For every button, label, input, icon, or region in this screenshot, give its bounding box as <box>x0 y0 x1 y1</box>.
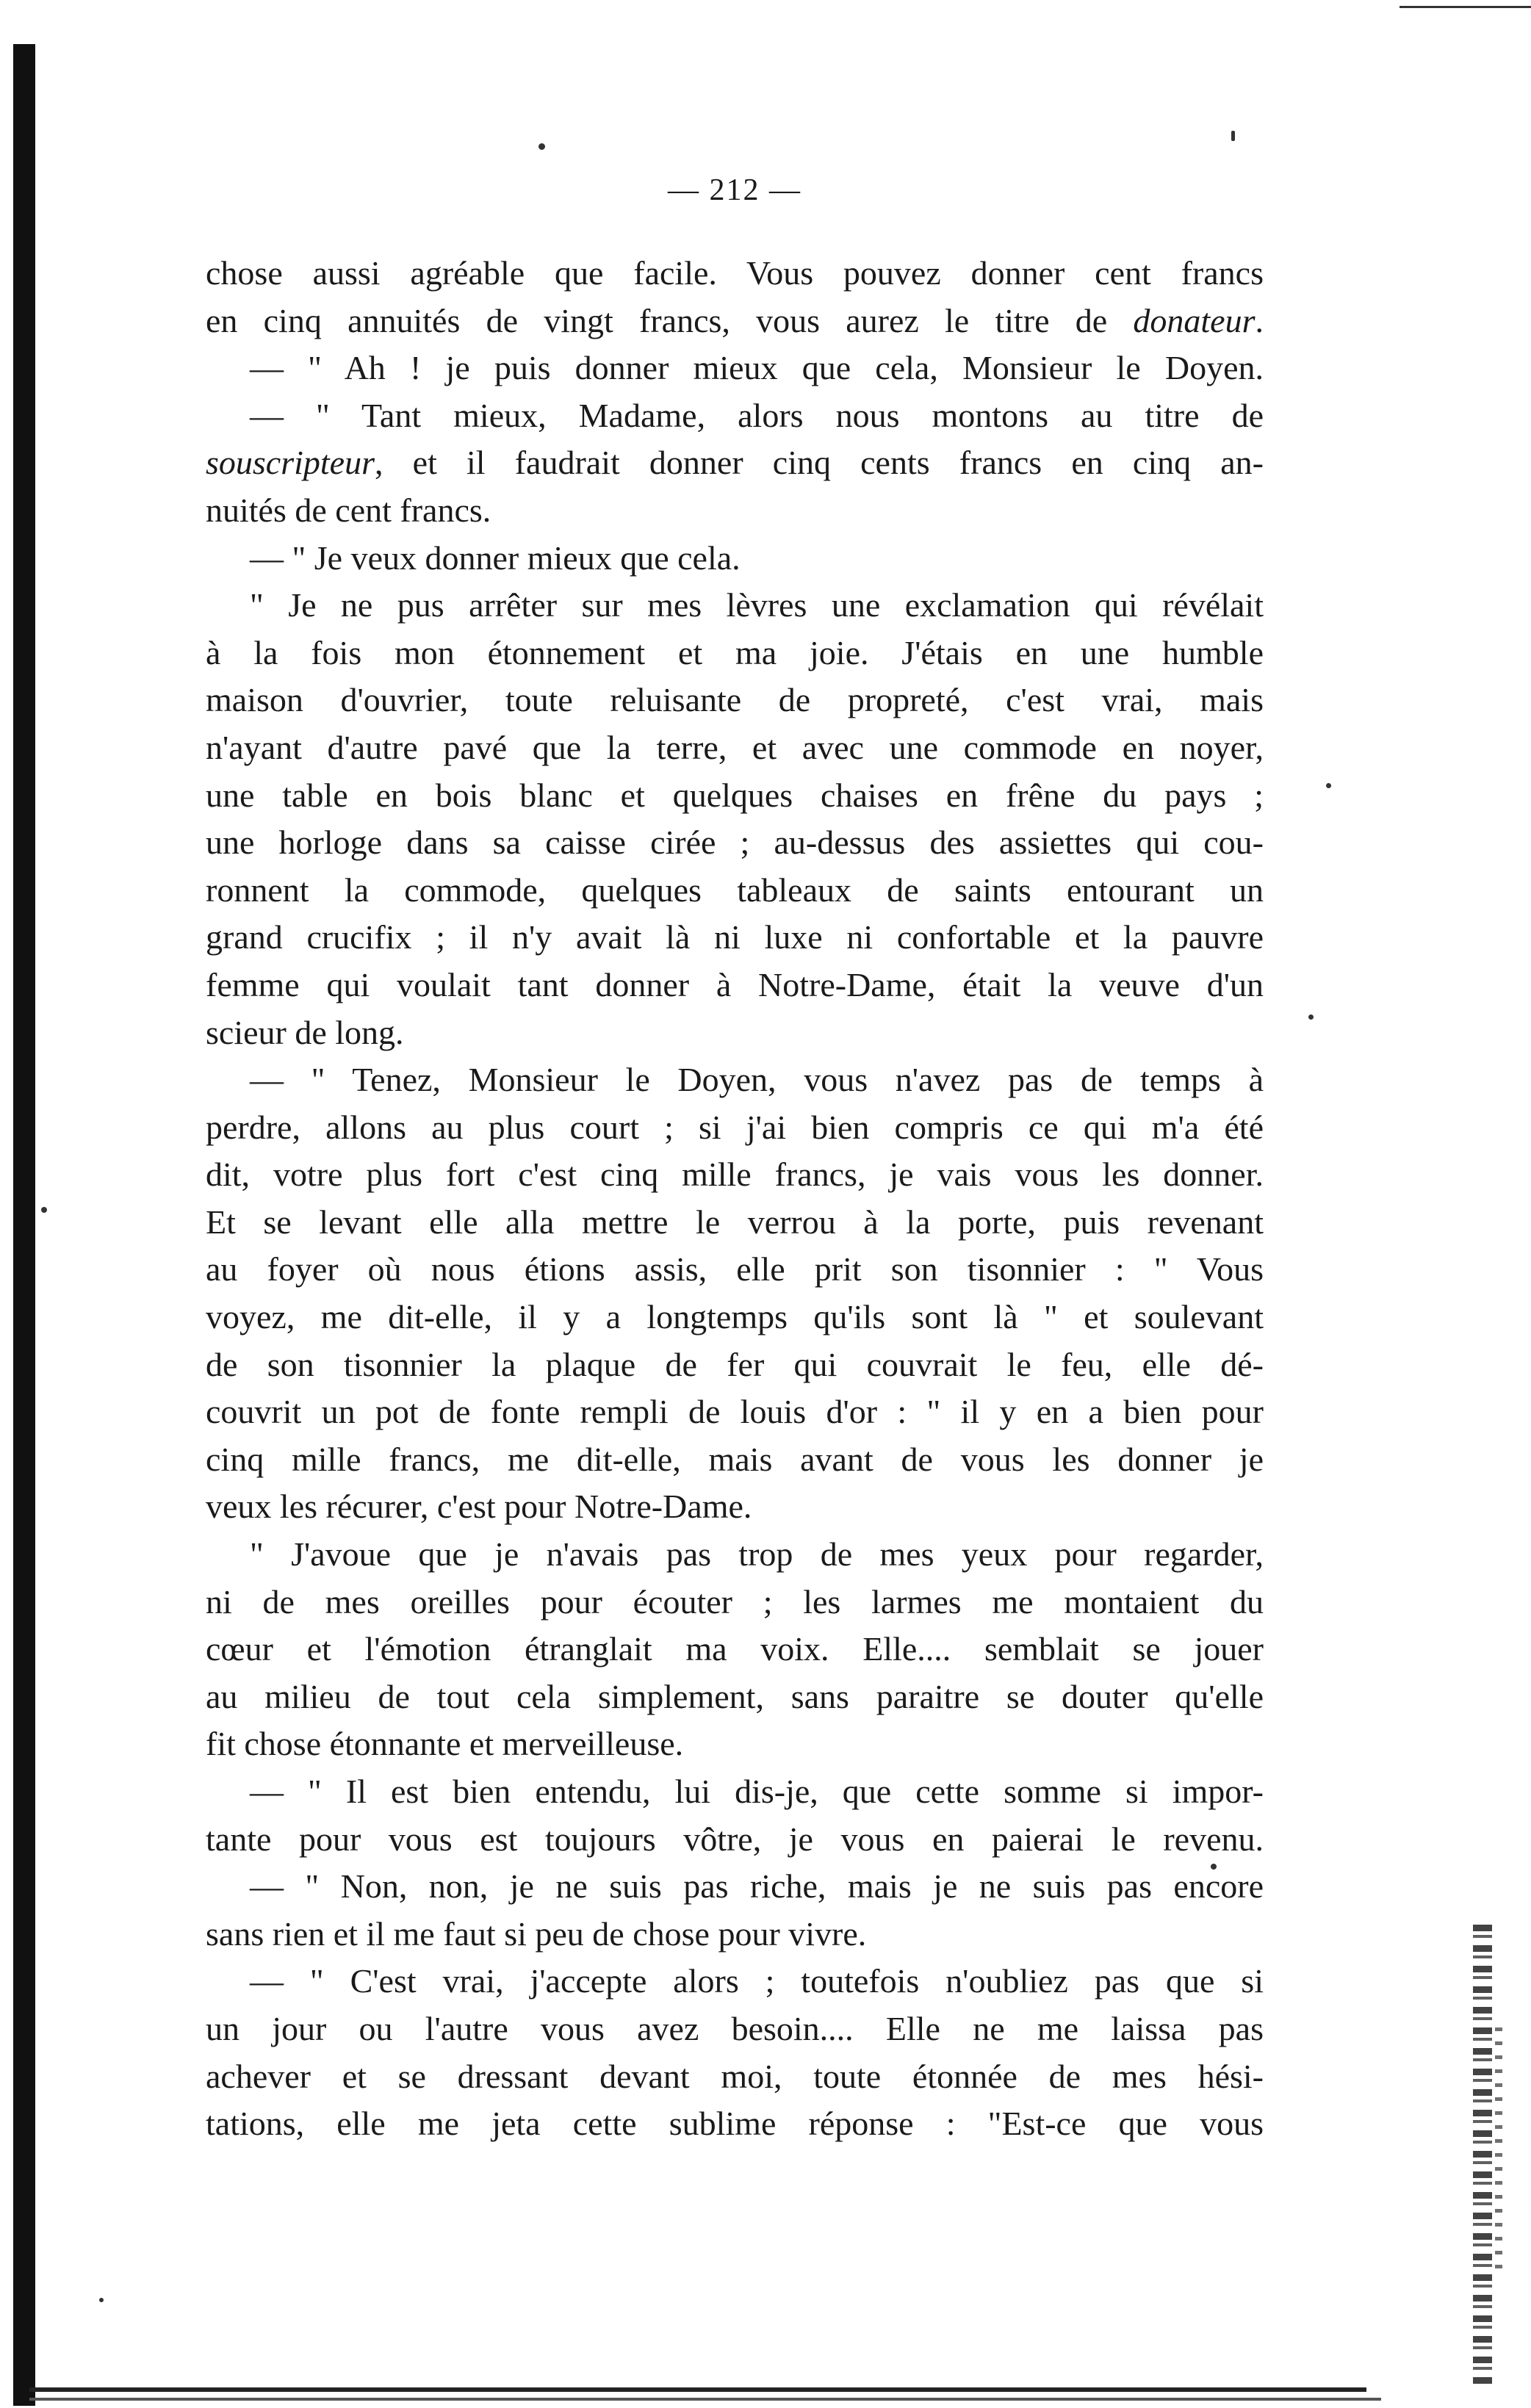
scan-edge-bottom <box>29 2387 1366 2392</box>
scan-edge-left <box>13 44 35 2406</box>
speck <box>1308 1014 1314 1020</box>
text-line: un jour ou l'autre vous avez besoin.... Elle ne me laissa pas <box>206 2009 1264 2047</box>
text-line: n'ayant d'autre pavé que la terre, et avec une commode en noyer, <box>206 728 1264 766</box>
text-line: scieur de long. <box>206 1013 404 1051</box>
text-line: maison d'ouvrier, toute reluisante de propreté, c'est vrai, mais <box>206 681 1264 719</box>
text-line: — " Il est bien entendu, lui dis-je, que cette somme si impor- <box>250 1773 1264 1810</box>
text-line: tations, elle me jeta cette sublime réponse : "Est-ce que vous <box>206 2105 1264 2143</box>
speck <box>1231 131 1235 141</box>
text-line: au foyer où nous étions assis, elle prit son tisonnier : " Vous <box>206 1250 1264 1288</box>
scan-noise-right-2 <box>1495 2027 1502 2277</box>
text-line: chose aussi agréable que facile. Vous pouvez donner cent francs <box>206 254 1264 292</box>
text-line: cinq mille francs, me dit-elle, mais avant de vous les donner je <box>206 1440 1264 1478</box>
text-line: — " Tenez, Monsieur le Doyen, vous n'avez pas de temps à <box>250 1061 1264 1099</box>
text-line: — " C'est vrai, j'accepte alors ; toutefois n'oubliez pas que si <box>250 1962 1264 2000</box>
text-line: grand crucifix ; il n'y avait là ni luxe ni confortable et la pauvre <box>206 918 1264 956</box>
speck <box>41 1207 47 1213</box>
text-line: — " Ah ! je puis donner mieux que cela, Monsieur le Doyen. <box>250 349 1264 387</box>
text-line: femme qui voulait tant donner à Notre-Dame, était la veuve d'un <box>206 965 1264 1003</box>
text-line: perdre, allons au plus court ; si j'ai bien compris ce qui m'a été <box>206 1108 1264 1146</box>
text-line: couvrit un pot de fonte rempli de louis d'or : " il y en a bien pour <box>206 1393 1264 1431</box>
text-line: une horloge dans sa caisse cirée ; au-dessus des assiettes qui cou- <box>206 823 1264 862</box>
page-number: — 212 — <box>668 173 801 207</box>
text-line: " J'avoue que je n'avais pas trop de mes yeux pour regarder, <box>250 1535 1264 1574</box>
text-line: — " Non, non, je ne suis pas riche, mais je ne suis pas encore <box>250 1867 1264 1906</box>
text-line: voyez, me dit-elle, il y a longtemps qu'ils sont là " et soulevant <box>206 1298 1264 1336</box>
text-line: une table en bois blanc et quelques chaises en frêne du pays ; <box>206 776 1264 814</box>
scan-edge-bottom-shadow <box>29 2398 1381 2401</box>
text-line: de son tisonnier la plaque de fer qui couvrait le feu, elle dé- <box>206 1345 1264 1383</box>
text-line: nuités de cent francs. <box>206 491 491 529</box>
text-line: tante pour vous est toujours vôtre, je vous en paierai le revenu. <box>206 1820 1264 1858</box>
scan-rule-top-right <box>1399 6 1531 8</box>
text-line: achever et se dressant devant moi, toute étonnée de mes hési- <box>206 2057 1264 2095</box>
speck <box>1326 783 1331 788</box>
text-line: fit chose étonnante et merveilleuse. <box>206 1725 684 1763</box>
scan-noise-right <box>1473 1925 1492 2387</box>
text-line: au milieu de tout cela simplement, sans paraitre se douter qu'elle <box>206 1677 1264 1715</box>
text-line: — " Je veux donner mieux que cela. <box>250 538 741 577</box>
speck <box>99 2298 104 2302</box>
text-line: à la fois mon étonnement et ma joie. J'étais en une humble <box>206 633 1264 671</box>
text-line: veux les récurer, c'est pour Notre-Dame. <box>206 1488 752 1526</box>
text-line: — " Tant mieux, Madame, alors nous montons au titre de <box>250 396 1264 434</box>
text-line: Et se levant elle alla mettre le verrou à la porte, puis revenant <box>206 1203 1264 1241</box>
text-line: souscripteur, et il faudrait donner cinq cents francs en cinq an- <box>206 444 1264 482</box>
text-line: ronnent la commode, quelques tableaux de saints entourant un <box>206 870 1264 909</box>
text-line: " Je ne pus arrêter sur mes lèvres une exclamation qui révélait <box>250 586 1264 624</box>
text-line: dit, votre plus fort c'est cinq mille francs, je vais vous les donner. <box>206 1156 1264 1194</box>
text-line: cœur et l'émotion étranglait ma voix. Elle.... semblait se jouer <box>206 1630 1264 1668</box>
text-line: sans rien et il me faut si peu de chose pour vivre. <box>206 1914 867 1953</box>
text-line: en cinq annuités de vingt francs, vous aurez le titre de donateur. <box>206 301 1264 339</box>
text-line: ni de mes oreilles pour écouter ; les larmes me montaient du <box>206 1582 1264 1621</box>
speck <box>538 143 545 150</box>
body-text <box>206 250 1264 2148</box>
